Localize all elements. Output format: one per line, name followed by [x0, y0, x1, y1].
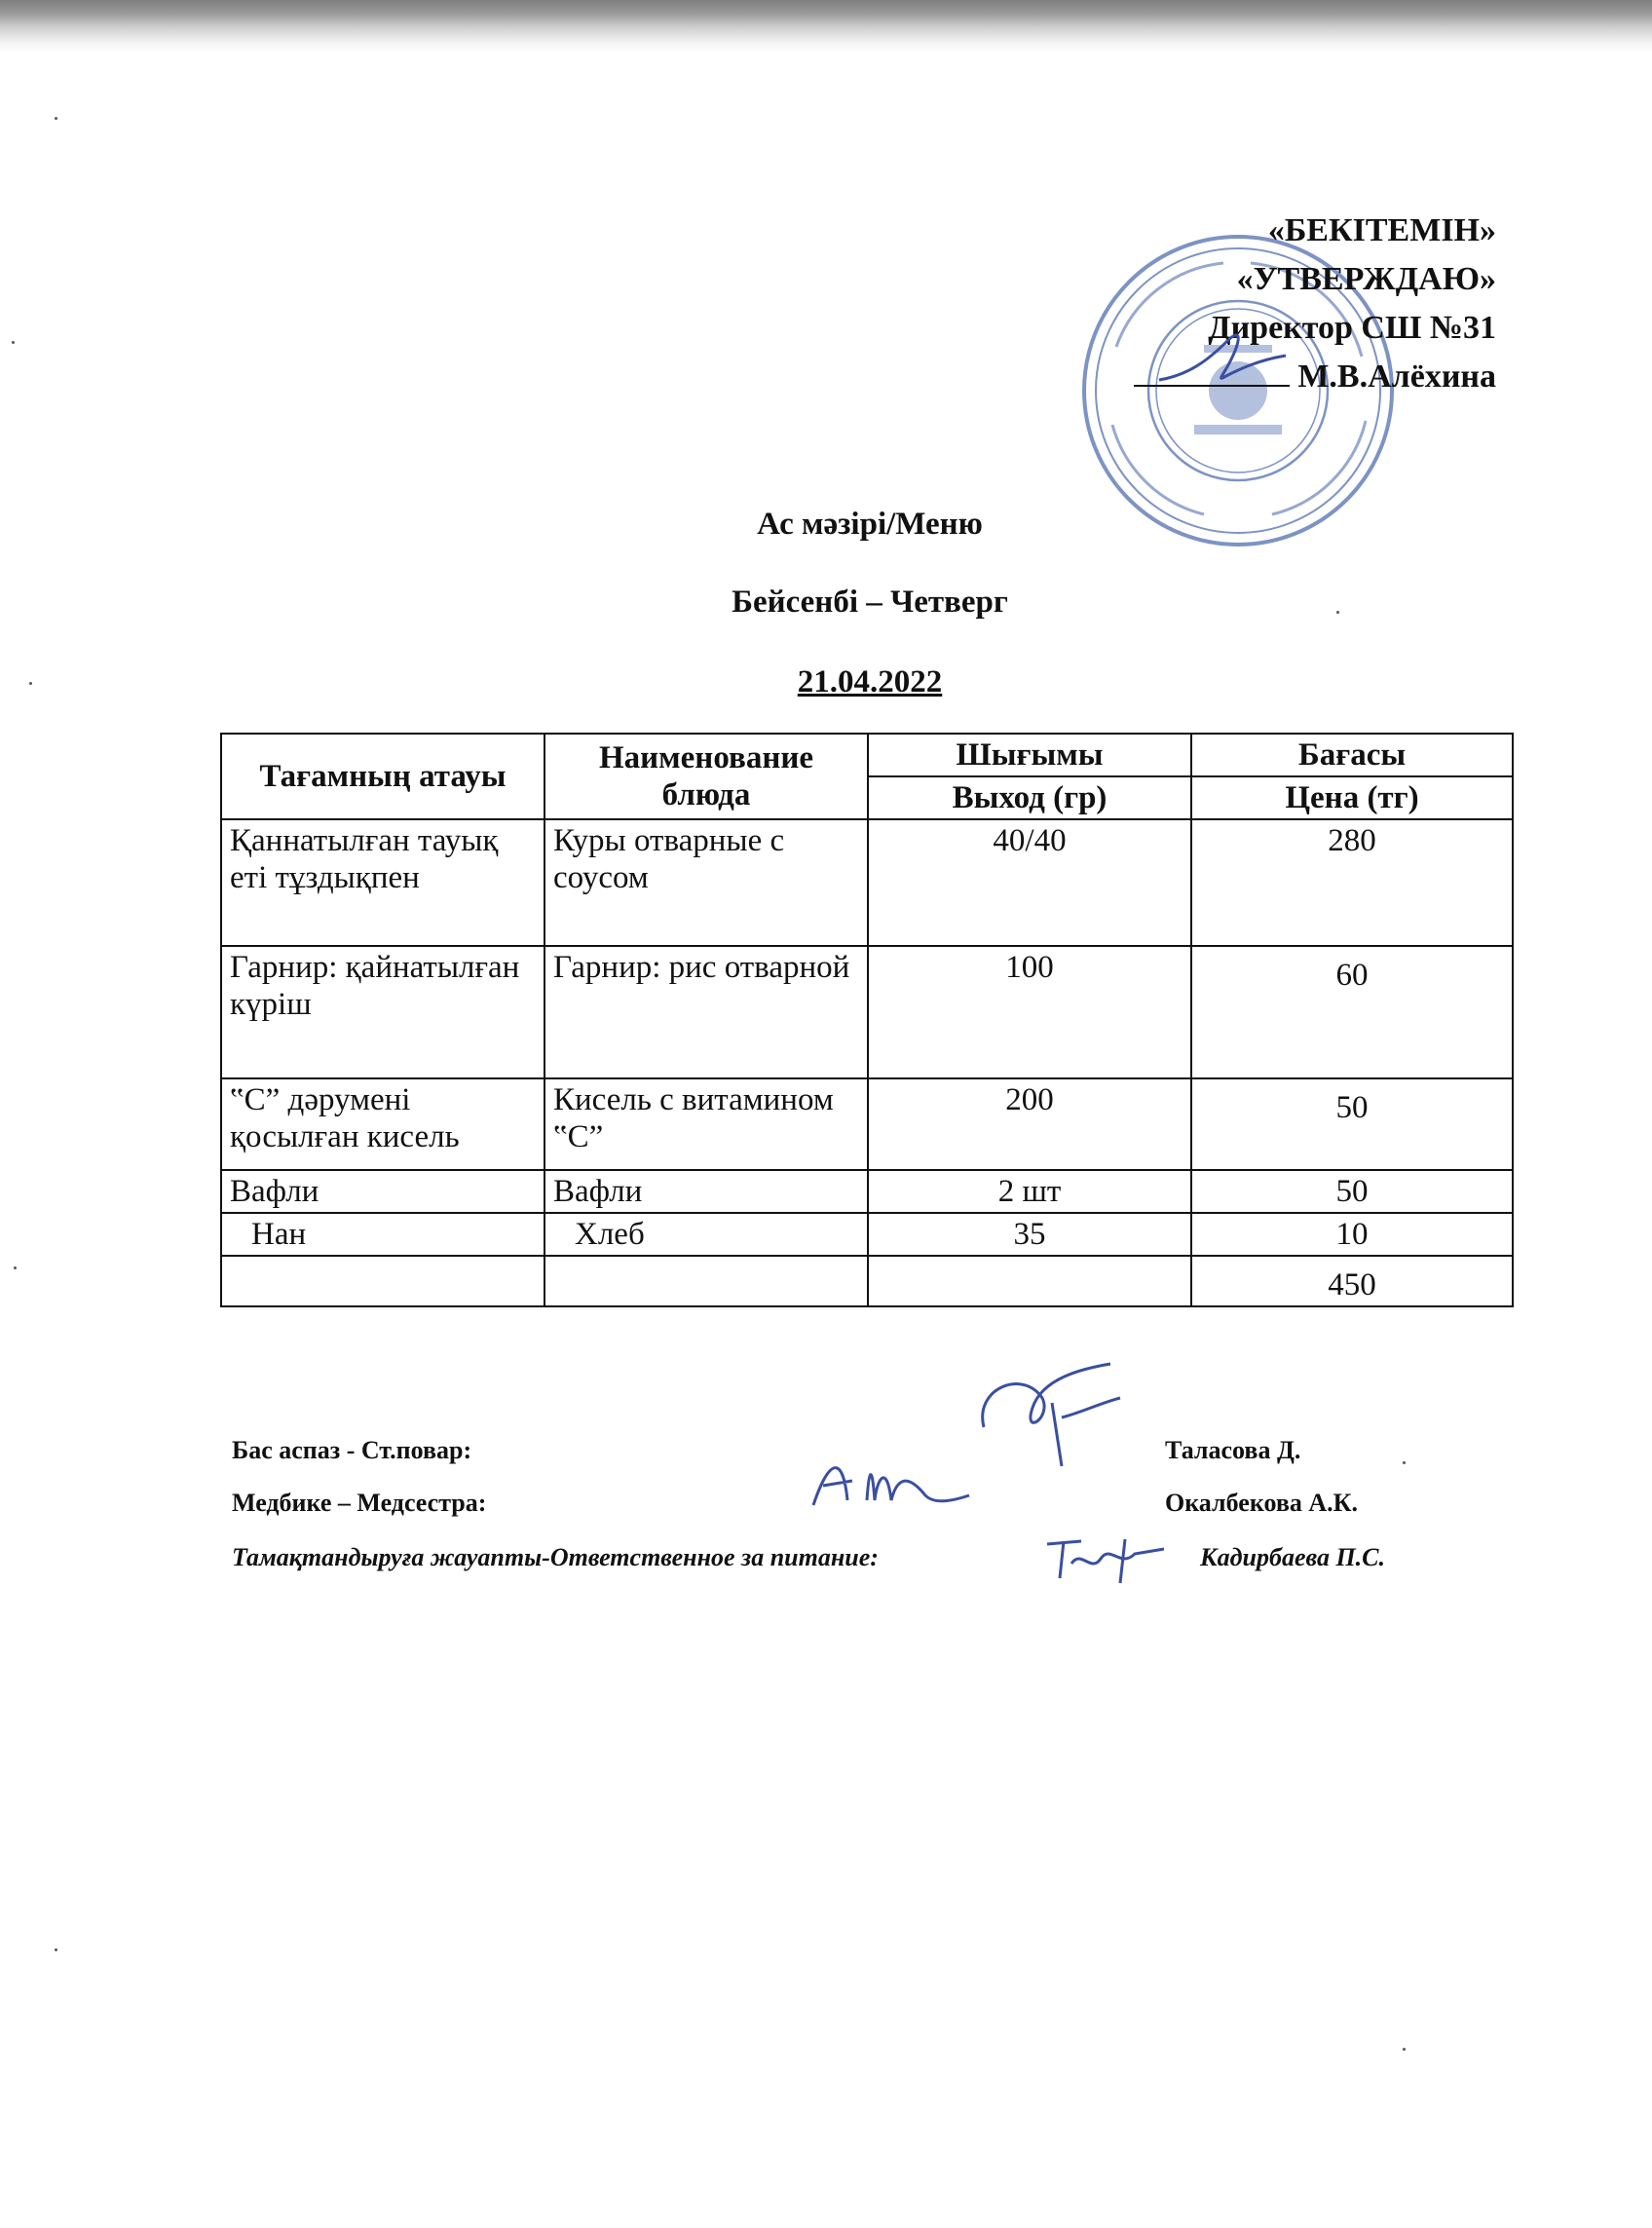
dish-ru: Гарнир: рис отварной — [544, 946, 868, 1078]
header-kz-name: Тағамның атауы — [221, 734, 544, 819]
scan-speck — [14, 1266, 17, 1269]
nurse-role: Медбике – Медсестра: — [232, 1489, 487, 1517]
dish-ru: Кисель с витамином ‟С” — [544, 1078, 868, 1170]
dish-price: 60 — [1191, 946, 1513, 1078]
dish-price: 280 — [1191, 819, 1513, 946]
table-total-row — [221, 1256, 1513, 1306]
dish-price: 50 — [1191, 1170, 1513, 1213]
table-row — [221, 1170, 1513, 1213]
dish-kz: Гарнир: қайнатылған күріш — [221, 946, 544, 1078]
approval-ru: «УТВЕРЖДАЮ» — [1236, 261, 1496, 297]
responsible-signature — [1042, 1529, 1169, 1588]
nurse-signature — [808, 1442, 974, 1515]
chef-role: Бас аспаз - Ст.повар: — [232, 1436, 472, 1464]
dish-kz: ‟С” дәрумені қосылған кисель — [221, 1078, 544, 1170]
dish-ru: Вафли — [544, 1170, 868, 1213]
dish-output: 2 шт — [868, 1170, 1191, 1213]
scan-speck — [1336, 611, 1339, 614]
director-name: М.В.Алёхина — [1297, 359, 1496, 395]
table-row — [221, 1078, 1513, 1170]
header-price-ru: Цена (тг) — [1191, 776, 1513, 819]
menu-title: Ас мәзірі/Меню — [757, 507, 983, 542]
dish-output: 200 — [868, 1078, 1191, 1170]
total-price: 450 — [1191, 1256, 1513, 1306]
header-price-kz: Бағасы — [1191, 734, 1513, 776]
chef-signature — [964, 1359, 1140, 1476]
menu-table — [220, 733, 1514, 1307]
scan-speck — [55, 117, 57, 120]
scan-speck — [1403, 2048, 1406, 2051]
dish-price: 10 — [1191, 1213, 1513, 1256]
scan-speck — [12, 341, 15, 344]
table-row — [221, 1213, 1513, 1256]
scan-speck — [29, 682, 32, 685]
dish-kz: Қаннатылған тауық еті тұздықпен — [221, 819, 544, 946]
scan-speck — [1403, 1461, 1406, 1464]
responsible-name: Кадирбаева П.С. — [1200, 1543, 1386, 1571]
header-ru-name: Наименование блюда — [544, 734, 868, 819]
table-row — [221, 946, 1513, 1078]
menu-date: 21.04.2022 — [797, 664, 943, 699]
scan-edge — [0, 0, 1652, 53]
dish-output: 40/40 — [868, 819, 1191, 946]
dish-price: 50 — [1191, 1078, 1513, 1170]
nurse-name: Окалбекова А.К. — [1165, 1489, 1358, 1517]
approval-kz: «БЕКІТЕМІН» — [1267, 212, 1496, 248]
header-output-ru: Выход (гр) — [868, 776, 1191, 819]
scan-speck — [55, 1948, 57, 1951]
dish-ru: Куры отварные с соусом — [544, 819, 868, 946]
dish-output: 35 — [868, 1213, 1191, 1256]
dish-kz: Нан — [221, 1213, 544, 1256]
dish-kz: Вафли — [221, 1170, 544, 1213]
table-row — [221, 819, 1513, 946]
header-output-kz: Шығымы — [868, 734, 1191, 776]
chef-name: Таласова Д. — [1165, 1436, 1301, 1464]
dish-output: 100 — [868, 946, 1191, 1078]
approval-position: Директор СШ №31 — [1208, 310, 1496, 346]
director-signature — [1149, 321, 1295, 399]
responsible-role: Тамақтандыруға жауапты-Ответственное за питание: — [232, 1543, 879, 1571]
dish-ru: Хлеб — [544, 1213, 868, 1256]
menu-day: Бейсенбі – Четверг — [732, 585, 1008, 620]
